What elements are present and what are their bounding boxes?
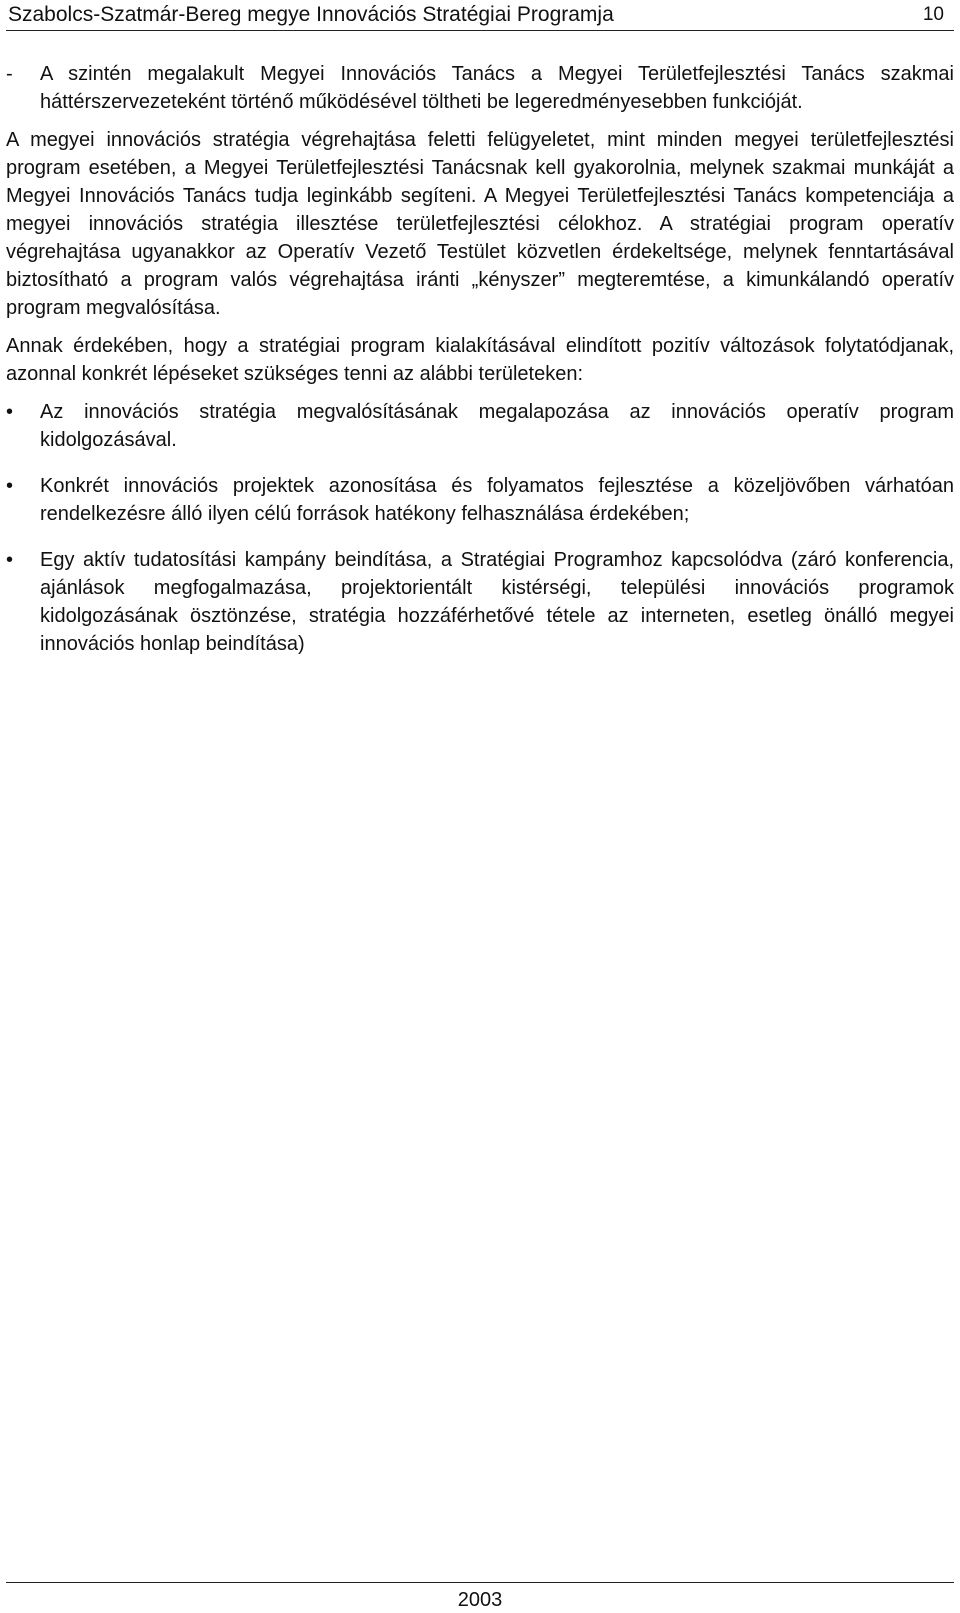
page-header — [6, 0, 954, 31]
page-content — [6, 60, 954, 676]
bullet-list — [6, 398, 954, 658]
bullet-list-item — [6, 546, 954, 658]
bullet-text: Az innovációs stratégia megvalósításának megalapozása az innovációs operatív program kidolgozásával. — [40, 401, 954, 451]
document-title: Szabolcs-Szatmár-Bereg megye Innovációs Stratégiai Programja — [8, 3, 614, 26]
bullet-list-item — [6, 398, 954, 454]
bullet-list-item — [6, 472, 954, 528]
paragraph-supervision: A megyei innovációs stratégia végrehajtása feletti felügyeletet, mint minden megyei területfejlesztési program esetében, a Megyei Területfejlesztési Tanácsnak kell gyakorolnia, melynek szakmai munkáját a Megyei Innovációs Tanács tudja leginkább segíteni. A Megyei Területfejlesztési Tanács kompetenciája a megyei innovációs stratégia illesztése területfejlesztési célokhoz. A stratégiai program operatív végrehajtása ugyanakkor az Operatív Vezető Testület közvetlen érdekeltsége, melynek fenntartásával biztosítható a program valós végrehajtása iránti „kényszer” megteremtése, a kimunkálandó operatív program megvalósítása. — [6, 129, 954, 319]
bullet-text: Konkrét innovációs projektek azonosítása és folyamatos fejlesztése a közeljövőben várhatóan rendelkezésre álló ilyen célú források hatékony felhasználása érdekében; — [40, 475, 954, 525]
paragraph-intro-list: Annak érdekében, hogy a stratégiai program kialakításával elindított pozitív változások folytatódjanak, azonnal konkrét lépéseket szükséges tenni az alábbi területeken: — [6, 335, 954, 385]
bullet-text: Egy aktív tudatosítási kampány beindítása, a Stratégiai Programhoz kapcsolódva (záró konferencia, ajánlások megfogalmazása, projektorientált kistérségi, települési innovációs programok kidolgozásának ösztönzése, stratégia hozzáférhetővé tétele az interneten, esetleg önálló megyei innovációs honlap beindítása) — [40, 549, 954, 655]
bullet-icon: • — [6, 475, 14, 497]
dash-marker: - — [6, 63, 13, 85]
page-footer — [6, 1582, 954, 1613]
page-number: 10 — [922, 4, 944, 25]
bullet-icon: • — [6, 549, 14, 571]
dash-item-text: A szintén megalakult Megyei Innovációs Tanács a Megyei Területfejlesztési Tanács szakmai háttérszervezeteként történő működésével töltheti be legeredményesebben funkcióját. — [40, 63, 954, 113]
bullet-icon: • — [6, 401, 14, 423]
dash-list-item — [6, 60, 954, 116]
footer-year: 2003 — [457, 1589, 503, 1611]
